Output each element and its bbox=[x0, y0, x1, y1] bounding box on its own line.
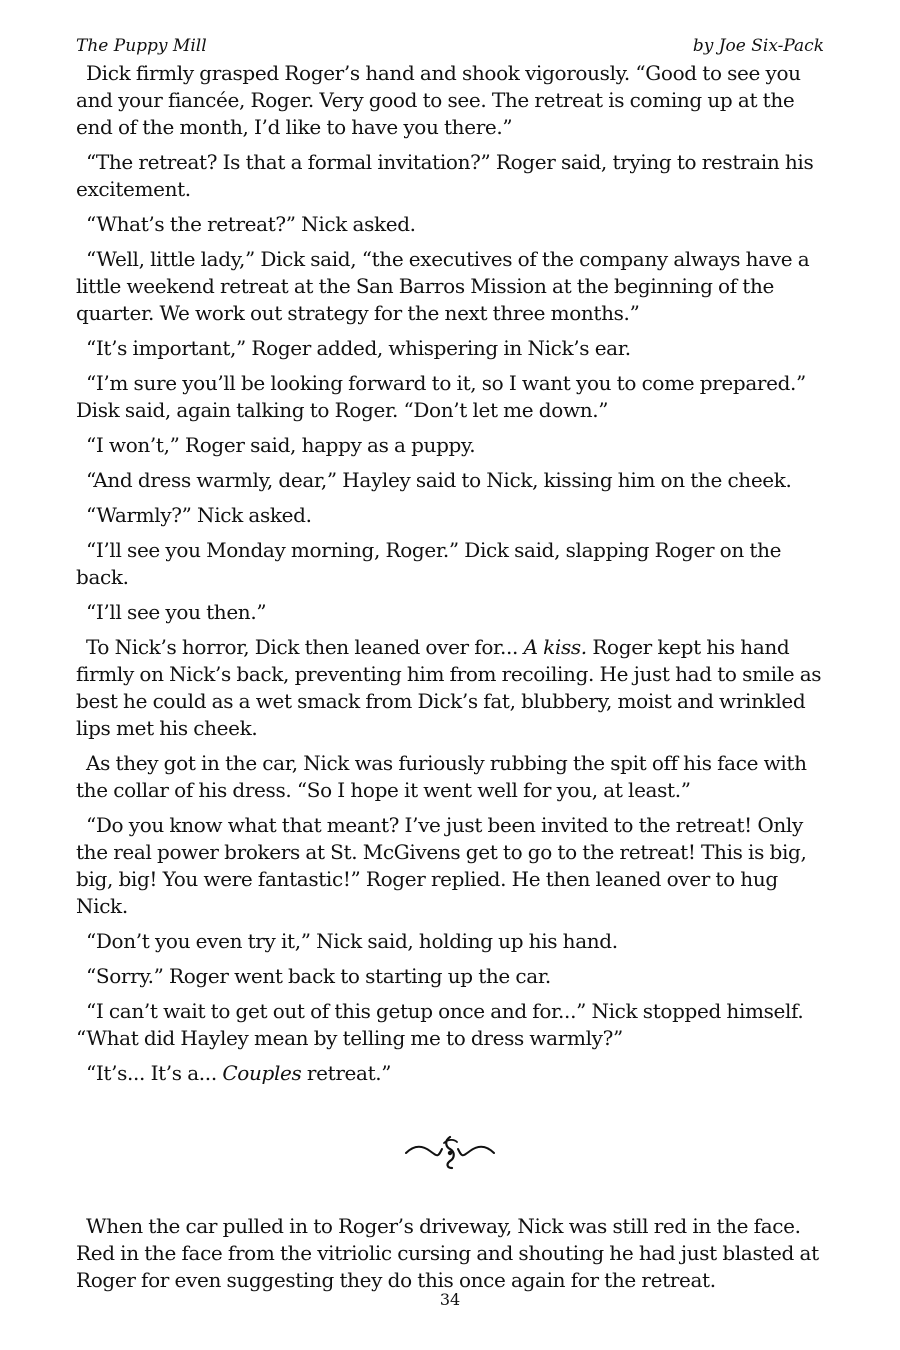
paragraph: “And dress warmly, dear,” Hayley said to Nick, kissing him on the cheek. bbox=[86, 468, 792, 492]
paragraph-kiss bbox=[76, 634, 824, 742]
paragraph: “I can’t wait to get out of this getup once and for...” Nick stopped himself. “What did Hayley mean by telling me to dress warmly?” bbox=[76, 999, 804, 1050]
paragraph: “I won’t,” Roger said, happy as a puppy. bbox=[86, 433, 476, 457]
paragraph: “Warmly?” Nick asked. bbox=[86, 503, 312, 527]
scene-break-flourish-icon bbox=[402, 1131, 498, 1171]
book-author: by Joe Six-Pack bbox=[692, 36, 824, 56]
text-run: retreat.” bbox=[301, 1061, 392, 1085]
page-number: 34 bbox=[439, 1290, 461, 1309]
text-run: “It’s... It’s a... bbox=[86, 1061, 223, 1085]
paragraph: “The retreat? Is that a formal invitation?” Roger said, trying to restrain his excitement. bbox=[76, 150, 814, 201]
paragraph: “Don’t you even try it,” Nick said, holding up his hand. bbox=[86, 929, 618, 953]
running-header bbox=[76, 36, 824, 56]
body-text bbox=[76, 60, 824, 1294]
paragraph: When the car pulled in to Roger’s driveway, Nick was still red in the face. Red in the face from the vitriolic cursing and shouting he had just blasted at Roger for even suggesting they do this once again for the retreat. bbox=[76, 1214, 819, 1292]
paragraph: “Sorry.” Roger went back to starting up the car. bbox=[86, 964, 551, 988]
emphasis-text: Couples bbox=[222, 1061, 302, 1085]
text-run: To Nick’s horror, Dick then leaned over for... bbox=[86, 635, 524, 659]
emphasis-text: A kiss. bbox=[523, 635, 587, 659]
paragraph: “Well, little lady,” Dick said, “the executives of the company always have a little weekend retreat at the San Barros Mission at the beginning of the quarter. We work out strategy for the next three months.” bbox=[76, 247, 810, 325]
paragraph-couples bbox=[76, 1060, 824, 1087]
paragraph: “What’s the retreat?” Nick asked. bbox=[86, 212, 416, 236]
paragraph: As they got in the car, Nick was furiously rubbing the spit off his face with the collar of his dress. “So I hope it went well for you, at least.” bbox=[76, 751, 807, 802]
paragraph: “Do you know what that meant? I’ve just been invited to the retreat! Only the real power brokers at St. McGivens get to go to the retreat! This is big, big, big! You were fantastic!” Roger replied. He then leaned over to hug Nick. bbox=[76, 813, 807, 918]
paragraph: “I’ll see you then.” bbox=[86, 600, 267, 624]
paragraph: “I’ll see you Monday morning, Roger.” Dick said, slapping Roger on the back. bbox=[76, 538, 782, 589]
paragraph: Dick firmly grasped Roger’s hand and shook vigorously. “Good to see you and your fiancée, Roger. Very good to see. The retreat is coming up at the end of the month, I’d like to have you there.” bbox=[76, 61, 801, 139]
paragraph: “It’s important,” Roger added, whispering in Nick’s ear. bbox=[86, 336, 631, 360]
scene-break bbox=[76, 1131, 824, 1171]
text-run: Roger kept his hand firmly on Nick’s back, preventing him from recoiling. He just had to smile as best he could as a wet smack from Dick’s fat, blubbery, moist and wrinkled lips met his cheek. bbox=[76, 635, 822, 740]
book-title: The Puppy Mill bbox=[76, 36, 207, 56]
paragraph: “I’m sure you’ll be looking forward to it, so I want you to come prepared.” Disk said, again talking to Roger. “Don’t let me down.” bbox=[76, 371, 806, 422]
